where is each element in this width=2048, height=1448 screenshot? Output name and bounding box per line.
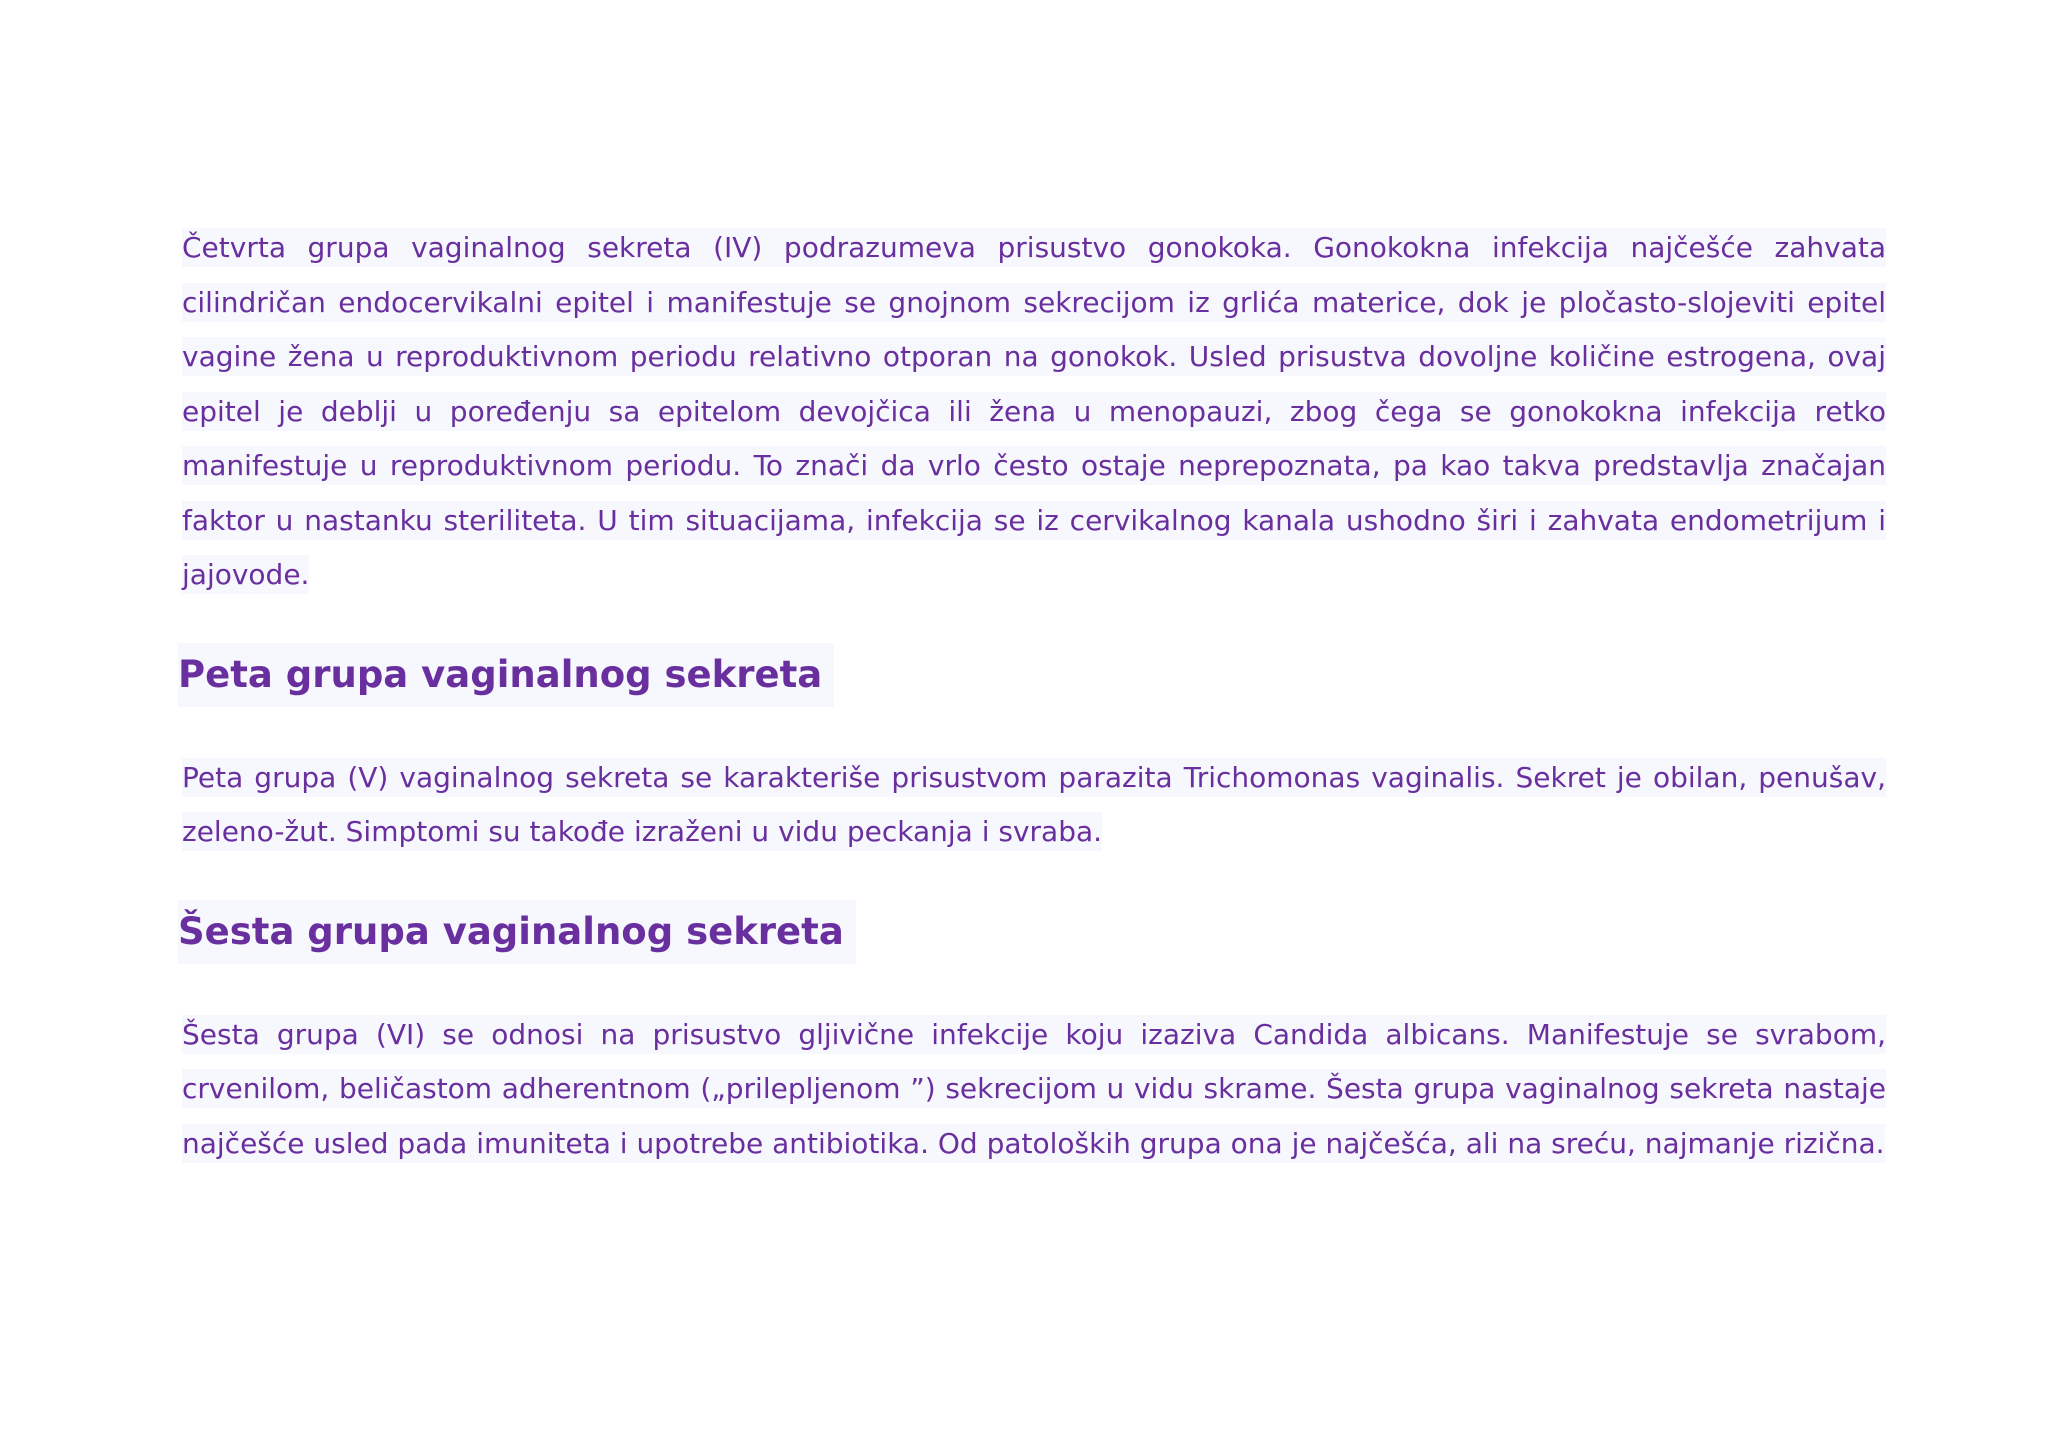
paragraph-candida [178,1008,1890,1172]
paragraph-trichomonas [178,751,1890,860]
paragraph-gonococcus-text: Četvrta grupa vaginalnog sekreta (IV) podrazumeva prisustvo gonokoka. Gonokokna infekcija najčešće zahvata cilindričan endocervikalni epitel i manifestuje se gnojnom sekrecijom iz grlića materice, dok je pločasto-slojeviti epitel vagine žena u reproduktivnom periodu relativno otporan na gonokok. Usled prisustva dovoljne količine estrogena, ovaj epitel je deblji u poređenju sa epitelom devojčica ili žena u menopauzi, zbog čega se gonokokna infekcija retko manifestuje u reproduktivnom periodu. To znači da vrlo često ostaje neprepoznata, pa kao takva predstavlja značajan faktor u nastanku steriliteta. U tim situacijama, infekcija se iz cervikalnog kanala ushodno širi i zahvata endometrijum i jajovode. [182,228,1886,594]
section-fifth-group [178,643,1890,707]
heading-fifth-group: Peta grupa vaginalnog sekreta [178,643,834,707]
paragraph-gonococcus [178,221,1890,603]
section-sixth-group [178,900,1890,964]
heading-sixth-group: Šesta grupa vaginalnog sekreta [178,900,856,964]
document-content [178,221,1890,1171]
paragraph-trichomonas-text: Peta grupa (V) vaginalnog sekreta se karakteriše prisustvom parazita Trichomonas vaginalis. Sekret je obilan, penušav, zeleno-žut. Simptomi su takođe izraženi u vidu peckanja i svraba. [182,758,1886,852]
paragraph-candida-text: Šesta grupa (VI) se odnosi na prisustvo gljivične infekcije koju izaziva Candida albicans. Manifestuje se svrabom, crvenilom, beličastom adherentnom („prilepljenom ”) sekrecijom u vidu skrame. Šesta grupa vaginalnog sekreta nastaje najčešće usled pada imuniteta i upotrebe antibiotika. Od patoloških grupa ona je najčešća, ali na sreću, najmanje rizična. [182,1015,1886,1163]
